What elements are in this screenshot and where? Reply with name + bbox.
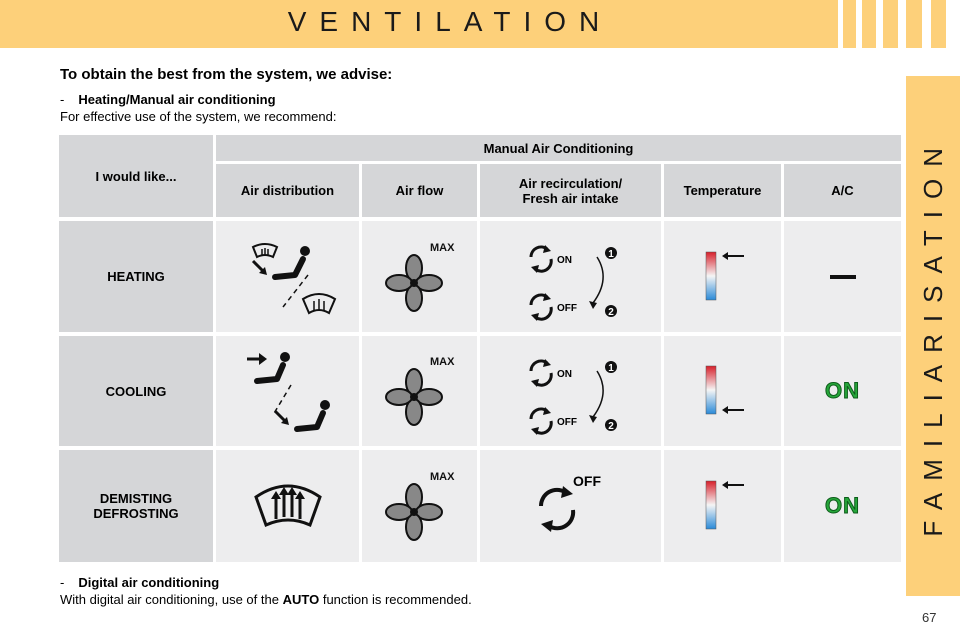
- section2-text: With digital air conditioning, use of the AUTO function is recommended.: [60, 592, 472, 607]
- air-distribution-cell: [216, 336, 359, 446]
- recirculation-on-off-icon: [511, 227, 631, 327]
- recirc-off-label: OFF: [556, 417, 577, 428]
- recirculation-cell: [480, 450, 661, 562]
- row-label-cooling: COOLING: [59, 336, 213, 446]
- step-two-label: 2: [607, 421, 614, 432]
- header-stripe: [856, 0, 862, 48]
- ac-cell: [784, 450, 901, 562]
- column-header: Air flow: [362, 164, 477, 217]
- fan-level-label: MAX: [429, 241, 454, 254]
- fan-max-icon: [380, 466, 460, 546]
- air-distribution-cell: [216, 221, 359, 332]
- step-one-label: 1: [607, 363, 614, 374]
- ac-on-badge: ON: [825, 493, 860, 518]
- temperature-hot-icon: [688, 471, 758, 541]
- table-group-header: Manual Air Conditioning: [216, 135, 901, 161]
- side-tab-label: FAMILIARISATION: [917, 135, 948, 537]
- section2-title: Digital air conditioning: [78, 575, 220, 590]
- section1-title: Heating/Manual air conditioning: [78, 92, 276, 107]
- step-two-label: 2: [607, 306, 614, 318]
- header-stripe: [838, 0, 843, 48]
- ac-on-badge: ON: [825, 378, 860, 403]
- intro-text: To obtain the best from the system, we advise:: [60, 66, 393, 83]
- section1-heading: - Heating/Manual air conditioning: [60, 92, 276, 107]
- temperature-cold-icon: [688, 356, 758, 426]
- temperature-hot-icon: [688, 242, 758, 312]
- air-flow-cell: [362, 450, 477, 562]
- header-stripe: [876, 0, 883, 48]
- recirc-on-label: ON: [556, 369, 572, 380]
- column-header: Air distribution: [216, 164, 359, 217]
- header-stripe: [898, 0, 906, 48]
- air-distribution-cell: [216, 450, 359, 562]
- windscreen-defrost-icon: [248, 471, 328, 541]
- ac-off-dash: [830, 275, 856, 279]
- page-number: 67: [922, 610, 937, 625]
- column-header: A/C: [784, 164, 901, 217]
- temperature-cell: [664, 450, 781, 562]
- face-and-feet-distribution-icon: [233, 341, 343, 441]
- section2-heading: - Digital air conditioning: [60, 575, 220, 590]
- air-flow-cell: [362, 221, 477, 332]
- page-title: VENTILATION: [287, 6, 613, 37]
- recirc-on-label: ON: [556, 254, 572, 266]
- fan-level-label: MAX: [429, 356, 454, 368]
- temperature-cell: [664, 336, 781, 446]
- side-tab-label-wrap: [906, 76, 960, 596]
- ac-cell: [784, 336, 901, 446]
- header-stripe: [946, 0, 960, 48]
- feet-and-windscreen-distribution-icon: [233, 227, 343, 327]
- row-label-demisting: DEMISTING DEFROSTING: [59, 450, 213, 562]
- recirculation-on-off-icon: [511, 341, 631, 441]
- table-corner: I would like...: [59, 135, 213, 217]
- air-flow-cell: [362, 336, 477, 446]
- ac-cell: [784, 221, 901, 332]
- fan-max-icon: [380, 237, 460, 317]
- column-header: Air recirculation/ Fresh air intake: [480, 164, 661, 217]
- section1-text: For effective use of the system, we recommend:: [60, 109, 337, 124]
- recirculation-cell: [480, 221, 661, 332]
- temperature-cell: [664, 221, 781, 332]
- auto-keyword: AUTO: [282, 592, 320, 607]
- recirculation-cell: [480, 336, 661, 446]
- recirc-off-label: OFF: [572, 473, 601, 489]
- recirc-off-label: OFF: [556, 302, 577, 314]
- step-one-label: 1: [607, 248, 614, 260]
- row-label-heating: HEATING: [59, 221, 213, 332]
- fan-max-icon: [380, 351, 460, 431]
- fan-level-label: MAX: [429, 471, 454, 483]
- recirculation-off-icon: [521, 466, 621, 546]
- column-header: Temperature: [664, 164, 781, 217]
- header-stripe: [922, 0, 931, 48]
